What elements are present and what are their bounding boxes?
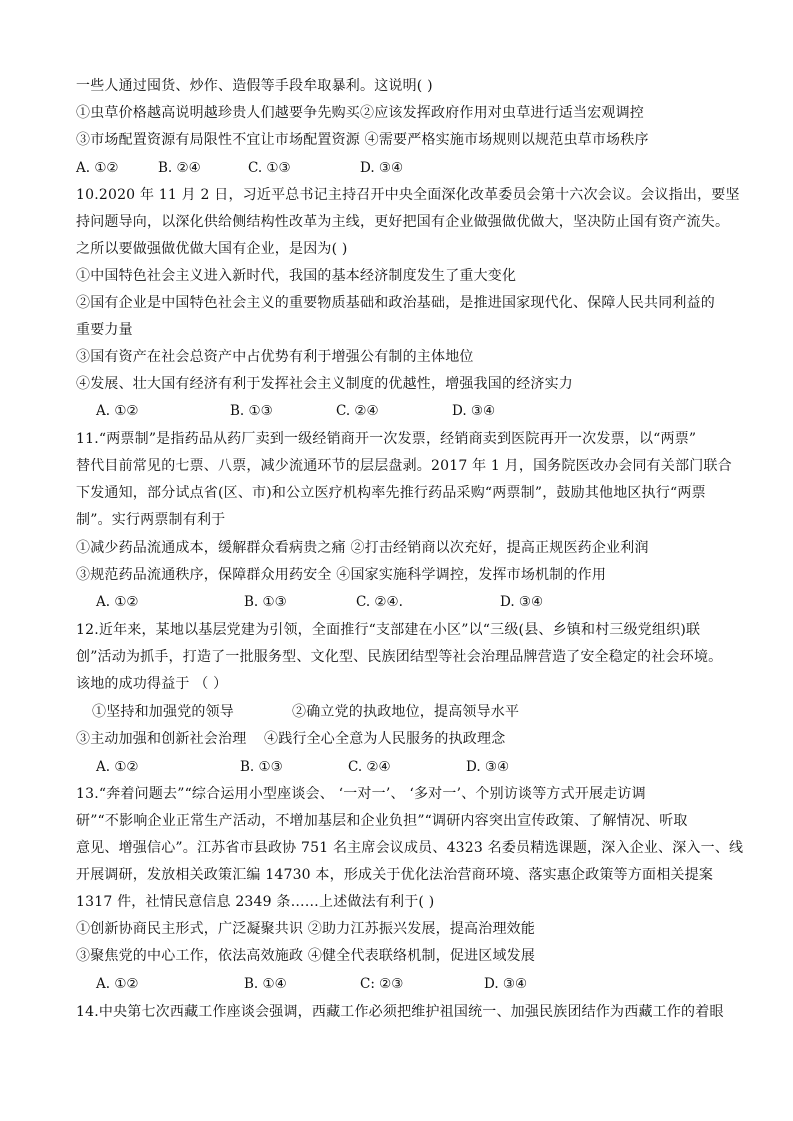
option-a: A. ①② (96, 403, 139, 419)
option-a: A. ①② (96, 594, 139, 610)
q9-stem-tail: 一些人通过囤货、炒作、造假等手段牟取暴利。这说明( ) (76, 78, 433, 94)
q11-statement-1: ①减少药品流通成本，缓解群众看病贵之痛 ②打击经销商以次充好，提高正规医药企业利润 (76, 540, 649, 556)
q10-statement-3: ③国有资产在社会总资产中占优势有利于增强公有制的主体地位 (76, 349, 474, 365)
q13-line-3: 意见、增强信心”。江苏省市县政协 751 名主席会议成员、4323 名委员精选课题，深入企业、深入一、线 (76, 840, 744, 856)
option-d: D. ③④ (360, 160, 404, 176)
option-b: B. ①④ (244, 976, 287, 992)
q10-statement-1: ①中国特色社会主义进入新时代，我国的基本经济制度发生了重大变化 (76, 268, 517, 284)
option-b: B. ①③ (230, 403, 273, 419)
option-c: C: ②③ (360, 976, 404, 992)
q13-line-2: 研”“不影响企业正常生产活动，不增加基层和企业负担”“调研内容突出宣传政策、了解情况、听取 (76, 813, 688, 829)
q13-line-4: 开展调研，发放相关政策汇编 14730 本，形成关于优化法治营商环境、落实惠企政策等方面相关提案 (76, 867, 714, 883)
q11-line-2: 替代目前常见的七票、八票，减少流通环节的层层盘剥。2017 年 1 月，国务院医改办会同有关部门联合 (76, 458, 732, 474)
option-a: A. ①② (96, 976, 139, 992)
option-d: D. ③④ (484, 976, 528, 992)
q11-line-4: 制”。实行两票制有利于 (76, 512, 226, 528)
option-d: D. ③④ (500, 594, 544, 610)
option-d: D. ③④ (466, 759, 510, 775)
q13-statement-2: ③聚焦党的中心工作，依法高效施政 ④健全代表联络机制，促进区域发展 (76, 948, 536, 964)
q10-statement-2: ②国有企业是中国特色社会主义的重要物质基础和政治基础，是推进国家现代化、保障人民共同利益的 (76, 295, 715, 311)
q12-statement-2: ②确立党的执政地位，提高领导水平 (292, 704, 520, 720)
q14-line-1: 14.中央第七次西藏工作座谈会强调，西藏工作必须把维护祖国统一、加强民族团结作为西藏工作的着眼 (76, 1004, 724, 1020)
option-c: C. ②④ (336, 403, 379, 419)
q10-statement-4: ④发展、壮大国有经济有利于发挥社会主义制度的优越性，增强我国的经济实力 (76, 376, 573, 392)
option-d: D. ③④ (452, 403, 496, 419)
option-b: B. ①③ (244, 594, 287, 610)
q10-line-2: 持问题导向，以深化供给侧结构性改革为主线，更好把国有企业做强做优做大，坚决防止国有资产流失。 (76, 214, 730, 230)
q13-statement-1: ①创新协商民主形式，广泛凝聚共识 ②助力江苏振兴发展，提高治理效能 (76, 921, 536, 937)
q11-line-3: 下发通知，部分试点省(区、市)和公立医疗机构率先推行药品采购“两票制”，鼓励其他地区执行“两票 (76, 485, 706, 501)
q12-statement-1: ①坚持和加强党的领导 (92, 704, 234, 720)
q13-line-1: 13.“奔着问题去”“综合运用小型座谈会、 ‘一对一’、 ‘多对一’、个别访谈等方式开展走访调 (76, 786, 646, 802)
q12-line-1: 12.近年来，某地以基层党建为引领，全面推行“支部建在小区”以“三级(县、乡镇和村三级党组织)联 (76, 622, 701, 638)
q9-statement-1: ①虫草价格越高说明越珍贵人们越要争先购买②应该发挥政府作用对虫草进行适当宏观调控 (76, 105, 644, 121)
q10-statement-2-cont: 重要力量 (76, 322, 133, 338)
option-b: B. ①③ (240, 759, 283, 775)
option-a: A. ①② (96, 759, 139, 775)
q10-line-3: 之所以要做强做优做大国有企业，是因为( ) (76, 241, 348, 257)
q11-statement-2: ③规范药品流通秩序，保障群众用药安全 ④国家实施科学调控，发挥市场机制的作用 (76, 567, 607, 583)
option-c: C. ①③ (248, 160, 291, 176)
q11-line-1: 11.“两票制”是指药品从药厂卖到一级经销商开一次发票，经销商卖到医院再开一次发票，以“两票” (76, 431, 697, 447)
q12-line-3: 该地的成功得益于 （ ） (76, 676, 228, 692)
option-b: B. ②④ (158, 160, 201, 176)
option-c: C. ②④. (356, 594, 403, 610)
q10-line-1: 10.2020 年 11 月 2 日，习近平总书记主持召开中央全面深化改革委员会第十六次会议。会议指出，要坚 (76, 187, 740, 203)
option-a: A. ①② (76, 160, 119, 176)
q12-statement-3: ③主动加强和创新社会治理 (76, 731, 247, 747)
option-c: C. ②④ (348, 759, 391, 775)
q9-statement-2: ③市场配置资源有局限性不宜让市场配置资源 ④需要严格实施市场规则以规范虫草市场秩序 (76, 132, 649, 148)
q13-line-5: 1317 件，社情民意信息 2349 条……上述做法有利于( ) (76, 894, 435, 910)
q12-statement-4: ④践行全心全意为人民服务的执政理念 (264, 731, 506, 747)
q12-line-2: 创”活动为抓手，打造了一批服务型、文化型、民族团结型等社会治理品牌营造了安全稳定的社会环境。 (76, 649, 723, 665)
